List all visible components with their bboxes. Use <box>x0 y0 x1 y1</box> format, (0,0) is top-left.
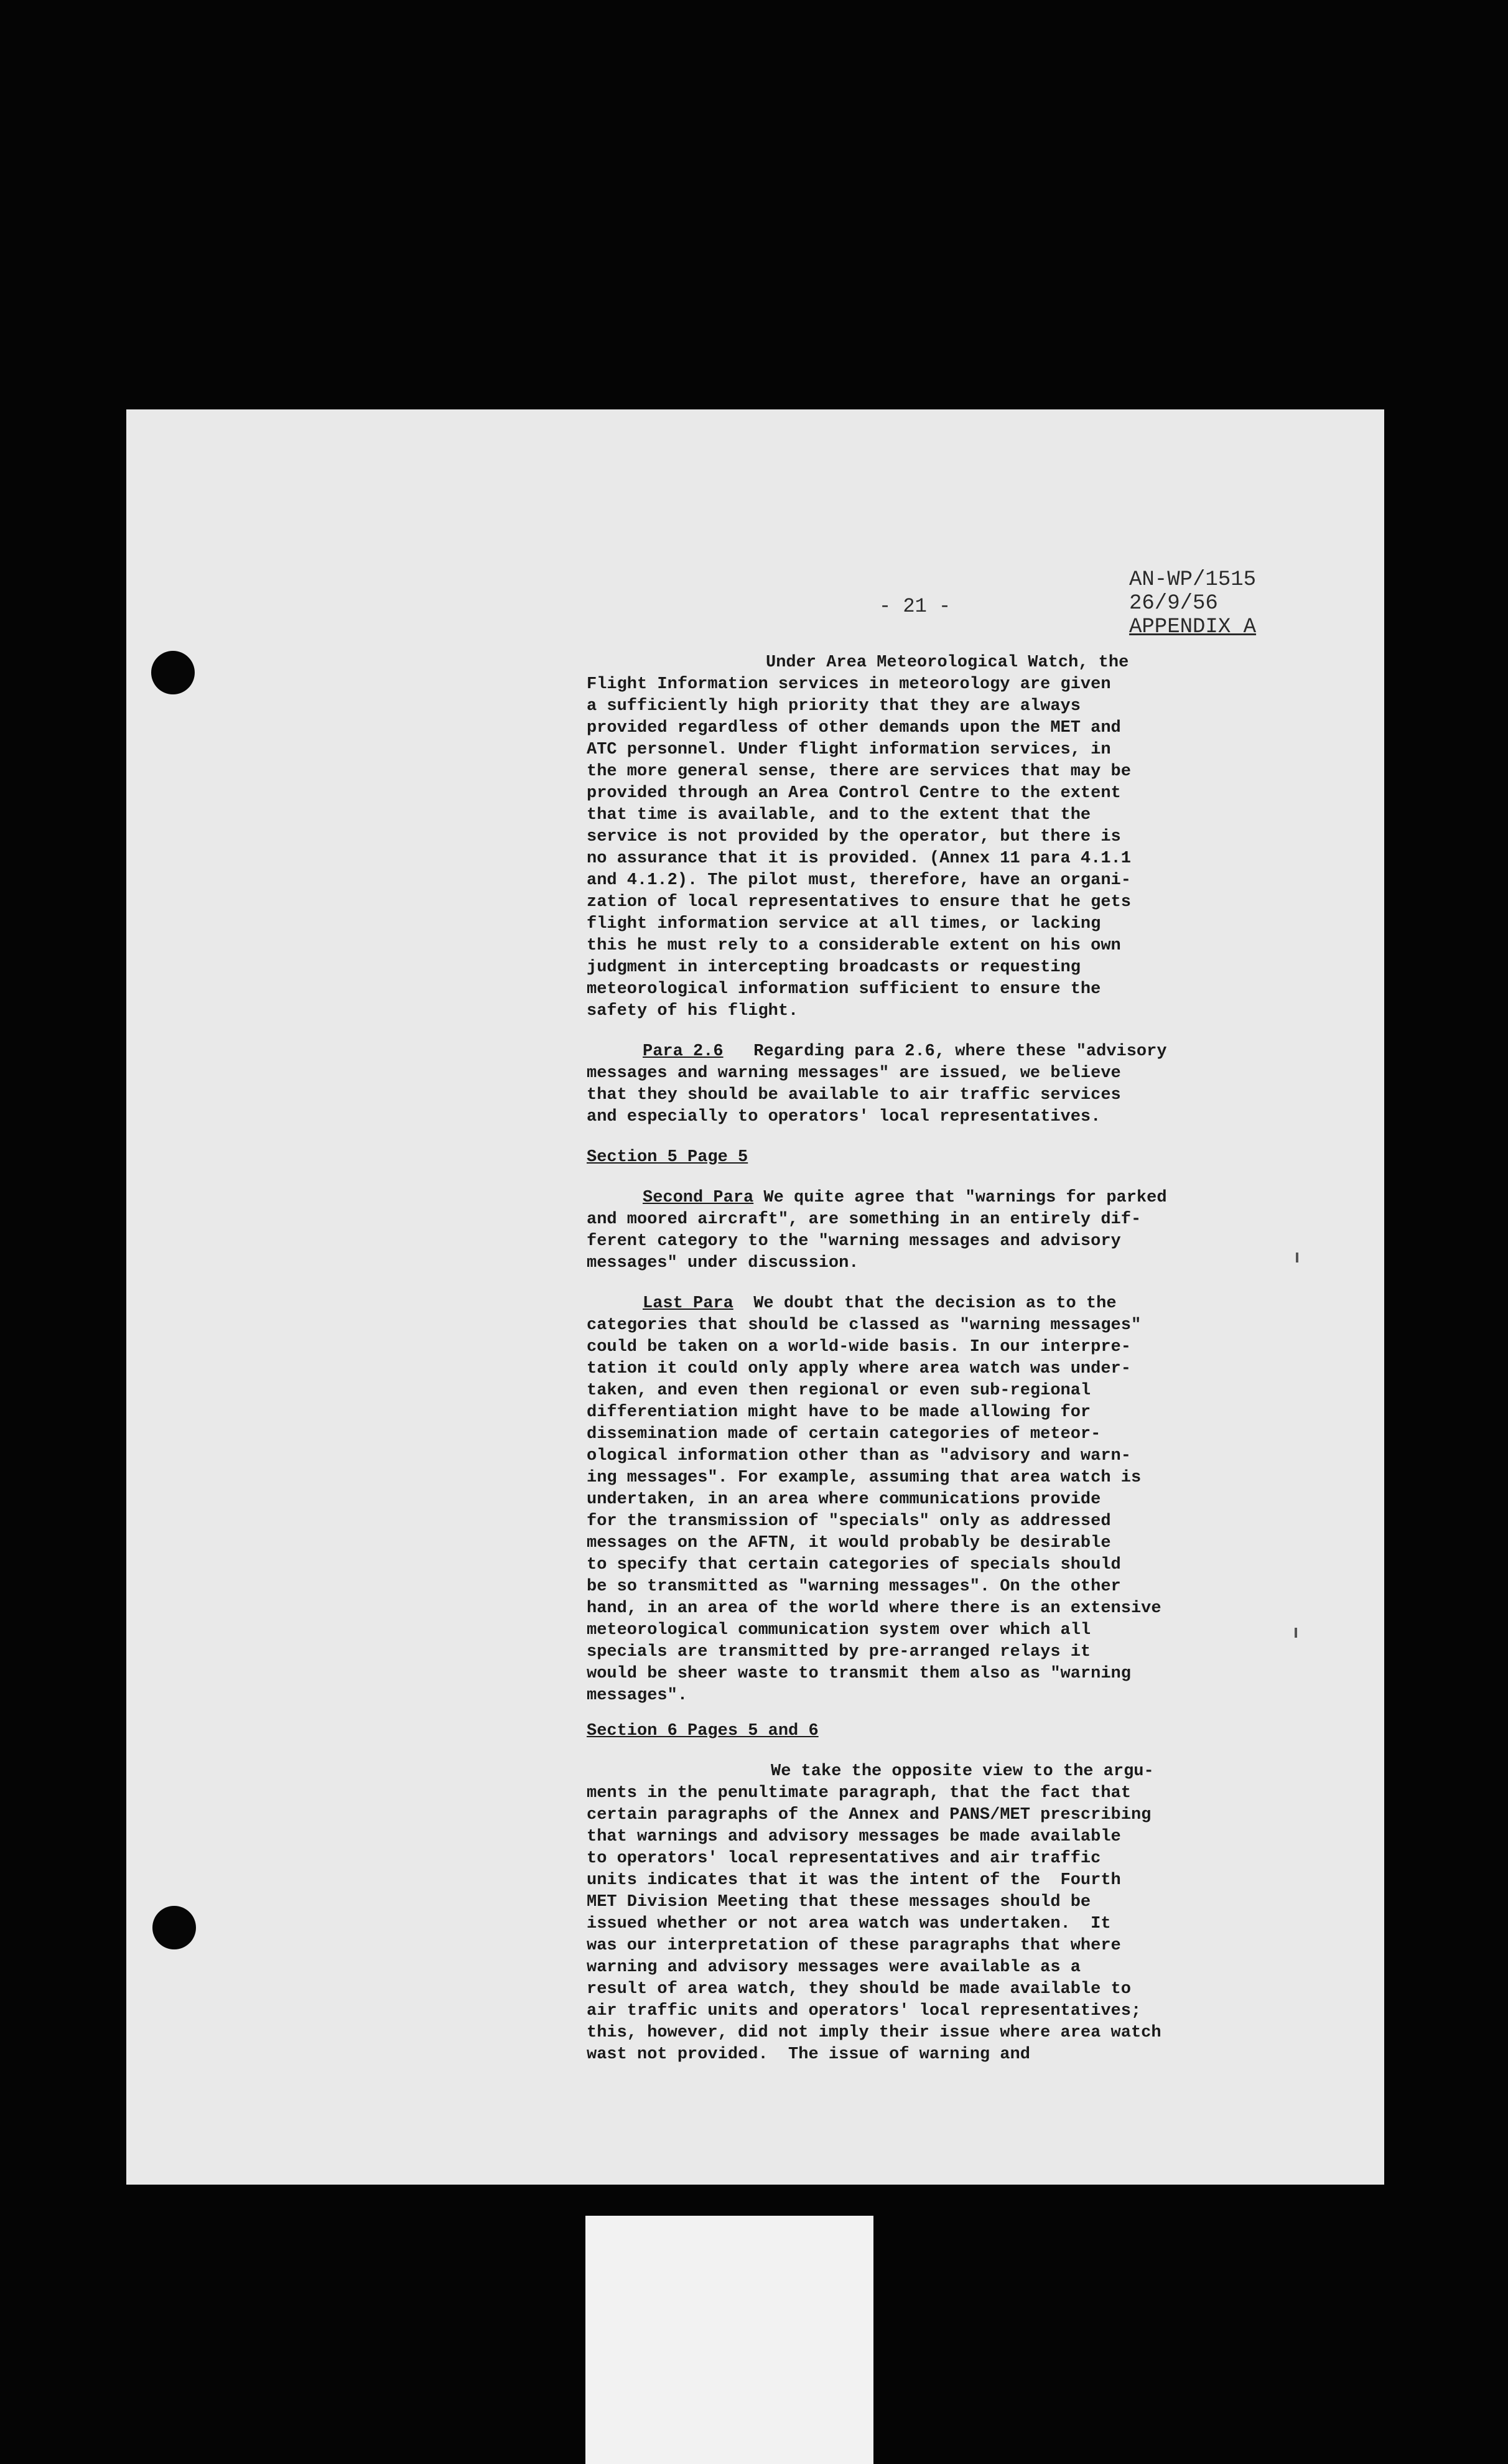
text-line: was our interpretation of these paragraphs that where <box>587 1936 1121 1955</box>
text-line: tation it could only apply where area watch was under- <box>587 1360 1131 1378</box>
punch-hole <box>151 651 195 694</box>
text-line: specials are transmitted by pre-arranged relays it <box>587 1643 1091 1661</box>
text-line: differentiation might have to be made allowing for <box>587 1403 1091 1422</box>
para-label: Second Para <box>643 1188 754 1207</box>
scan-mark <box>1295 1628 1297 1638</box>
punch-hole <box>152 1906 196 1949</box>
paragraph-second-para <box>587 1187 1358 1274</box>
text-line: hand, in an area of the world where there is an extensive <box>587 1599 1161 1618</box>
text-line: MET Division Meeting that these messages should be <box>587 1893 1091 1911</box>
text-line: ATC personnel. Under flight information services, in <box>587 740 1111 759</box>
text-line: We quite agree that "warnings for parked <box>753 1188 1167 1207</box>
text-line: meteorological communication system over which all <box>587 1621 1091 1640</box>
text-line: messages". <box>587 1686 688 1705</box>
text-line: We doubt that the decision as to the <box>733 1294 1117 1313</box>
text-line: ments in the penultimate paragraph, that the fact that <box>587 1784 1131 1803</box>
document-body <box>587 652 1358 2066</box>
text-line: this he must rely to a considerable extent on his own <box>587 936 1121 955</box>
text-line: no assurance that it is provided. (Annex 11 para 4.1.1 <box>587 849 1131 868</box>
text-line: undertaken, in an area where communications provide <box>587 1490 1101 1509</box>
text-line: result of area watch, they should be made available to <box>587 1980 1131 1999</box>
text-line: warning and advisory messages were available as a <box>587 1958 1081 1977</box>
text-line: categories that should be classed as "warning messages" <box>587 1316 1142 1335</box>
text-line: provided regardless of other demands upon the MET and <box>587 719 1121 737</box>
text-line: ferent category to the "warning messages and advisory <box>587 1232 1121 1251</box>
text-line: that they should be available to air traffic services <box>587 1086 1121 1104</box>
text-line: judgment in intercepting broadcasts or requesting <box>587 958 1081 977</box>
text-line: We take the opposite view to the argu- <box>771 1762 1154 1781</box>
text-line: ing messages". For example, assuming that area watch is <box>587 1468 1142 1487</box>
text-line: for the transmission of "specials" only as addressed <box>587 1512 1111 1531</box>
text-line: service is not provided by the operator, but there is <box>587 828 1121 846</box>
text-line: and moored aircraft", are something in an entirely dif- <box>587 1210 1142 1229</box>
text-line: would be sheer waste to transmit them also as "warning <box>587 1664 1131 1683</box>
scan-mark <box>1296 1253 1298 1262</box>
text-line: messages and warning messages" are issued, we believe <box>587 1064 1121 1083</box>
blank-target-card <box>585 2216 873 2464</box>
paragraph-area-watch <box>587 652 1358 1022</box>
text-line: could be taken on a world-wide basis. In our interpre- <box>587 1338 1131 1356</box>
text-line: that warnings and advisory messages be made available <box>587 1827 1121 1846</box>
text-line: to operators' local representatives and air traffic <box>587 1849 1101 1868</box>
text-line: to specify that certain categories of specials should <box>587 1556 1121 1574</box>
text-line: ological information other than as "advisory and warn- <box>587 1447 1131 1465</box>
reference-number: AN-WP/1515 <box>1129 568 1257 592</box>
section-heading: Section 5 Page 5 <box>587 1148 748 1167</box>
text-line: Regarding para 2.6, where these "advisory <box>723 1042 1167 1061</box>
text-line: be so transmitted as "warning messages". On the other <box>587 1577 1121 1596</box>
page-number: - 21 - <box>879 595 951 618</box>
text-line: Under Area Meteorological Watch, the <box>766 653 1129 672</box>
para-label: Last Para <box>643 1294 733 1313</box>
text-line: issued whether or not area watch was undertaken. It <box>587 1915 1111 1933</box>
section-heading: Section 6 Pages 5 and 6 <box>587 1722 819 1740</box>
text-line: a sufficiently high priority that they are always <box>587 697 1081 716</box>
document-reference <box>1129 568 1328 639</box>
text-line: dissemination made of certain categories of meteor- <box>587 1425 1101 1444</box>
text-line: air traffic units and operators' local representatives; <box>587 2002 1142 2020</box>
text-line: meteorological information sufficient to ensure the <box>587 980 1101 999</box>
text-line: Flight Information services in meteorology are given <box>587 675 1111 694</box>
text-line: that time is available, and to the extent that the <box>587 806 1091 824</box>
text-line: and especially to operators' local representatives. <box>587 1108 1101 1126</box>
text-line: provided through an Area Control Centre to the extent <box>587 784 1121 803</box>
text-line: zation of local representatives to ensure that he gets <box>587 893 1131 912</box>
text-line: the more general sense, there are services that may be <box>587 762 1131 781</box>
text-line: messages on the AFTN, it would probably be desirable <box>587 1534 1111 1552</box>
text-line: and 4.1.2). The pilot must, therefore, have an organi- <box>587 871 1131 890</box>
paragraph-last-para <box>587 1293 1358 1707</box>
document-page <box>126 409 1384 2185</box>
text-line: flight information service at all times, or lacking <box>587 915 1101 933</box>
text-line: taken, and even then regional or even sub-regional <box>587 1381 1091 1400</box>
para-label: Para 2.6 <box>643 1042 724 1061</box>
text-line: wast not provided. The issue of warning and <box>587 2045 1030 2064</box>
text-line: safety of his flight. <box>587 1002 799 1020</box>
text-line: messages" under discussion. <box>587 1254 859 1272</box>
text-line: certain paragraphs of the Annex and PANS/MET prescribing <box>587 1806 1152 1824</box>
reference-date: 26/9/56 <box>1129 592 1218 615</box>
paragraph-section-6 <box>587 1761 1358 2066</box>
appendix-label: APPENDIX A <box>1129 615 1257 639</box>
paragraph-para-2-6 <box>587 1041 1358 1128</box>
text-line: units indicates that it was the intent of the Fourth <box>587 1871 1121 1890</box>
text-line: this, however, did not imply their issue where area watch <box>587 2023 1161 2042</box>
